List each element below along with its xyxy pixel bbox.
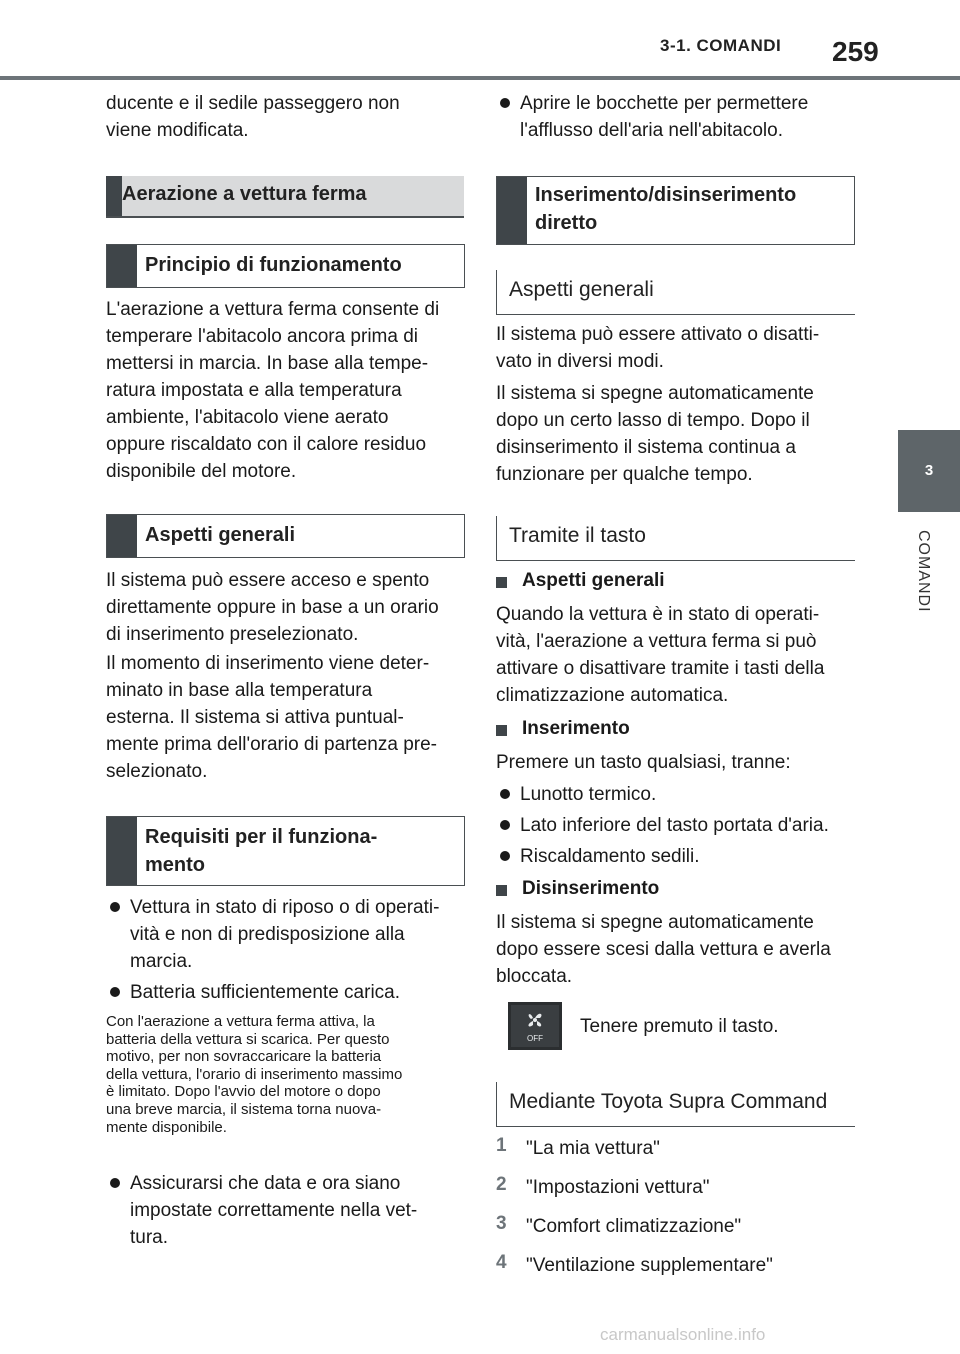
chapter-tab-number: 3 [898,430,960,512]
bullet-icon [110,902,120,912]
subhead-off: Disinserimento [496,878,659,900]
requirement-item: Vettura in stato di riposo o di operati- vità e non di predisposizione alla marcia. [106,894,466,975]
header-rule [0,76,960,80]
bullet-icon [110,1178,120,1188]
square-icon [496,885,507,896]
sub-on-text: Premere un tasto qualsiasi, tranne: [496,752,791,773]
heading-command: Mediante Toyota Supra Command [496,1082,855,1127]
watermark: carmanualsonline.info [600,1325,766,1344]
exception-item: Riscaldamento sedili. [496,843,860,870]
requirement-item: Assicurarsi che data e ora siano impostate correttamente nella vet- tura. [106,1170,466,1251]
sub-general-text: Quando la vettura è in stato di operati- vità, l'aerazione a vettura ferma si può attivare o disattivare tramite i tasti della climatizzazione automatica. [496,604,825,706]
heading-requirements: Requisiti per il funziona- mento [106,816,465,886]
bullet-icon [500,851,510,861]
note-text: Con l'aerazione a vettura ferma attiva, la batteria della vettura si scarica. Per questo motivo, per non sovraccaricare la batteria della vettura, l'orario di inserimento massimo è limitato. Dopo l'avvio del motore o dopo una breve marcia, il sistema torna nuova- mente disponibile. [106,1013,403,1136]
exception-item: Lato inferiore del tasto portata d'aria. [496,812,860,839]
heading-principle: Principio di funzionamento [106,244,465,288]
bullet-icon [500,789,510,799]
key-instruction: Tenere premuto il tasto. [580,1016,779,1037]
bullet-icon [500,98,510,108]
general-right-text-2: Il sistema si spegne automaticamente dopo un certo lasso di tempo. Dopo il disinserimento il sistema continua a funzionare per qualche tempo. [496,383,814,485]
heading-direct: Inserimento/disinserimento diretto [496,176,855,245]
page-number: 259 [832,36,879,67]
general-text-1: Il sistema può essere acceso e spento direttamente oppure in base a un orario di inserimento preselezionato. [106,570,439,645]
chapter-tab-label: COMANDI [915,530,932,613]
subhead-general: Aspetti generali [496,570,665,592]
square-icon [496,577,507,588]
general-right-text-1: Il sistema può essere attivato o disatti- vato in diversi modi. [496,324,820,372]
square-icon [496,725,507,736]
heading-button: Tramite il tasto [496,516,855,561]
heading-general-left: Aspetti generali [106,514,465,558]
bullet-icon [110,987,120,997]
fan-off-key-icon [508,1002,562,1050]
heading-main: Aerazione a vettura ferma [106,176,464,218]
exception-item: Lunotto termico. [496,781,860,808]
general-text-2: Il momento di inserimento viene deter- minato in base alla temperatura esterna. Il sistema si attiva puntual- mente prima dell'orario di partenza pre- selezionato. [106,653,438,782]
ventilation-item: Aprire le bocchette per permettere l'afflusso dell'aria nell'abitacolo. [496,90,856,144]
intro-text: ducente e il sedile passeggero non viene modificata. [106,93,400,141]
bullet-icon [500,820,510,830]
svg-text:OFF: OFF [527,1034,543,1043]
section-title: 3-1. COMANDI [660,36,782,55]
sub-off-text: Il sistema si spegne automaticamente dopo essere scesi dalla vettura e averla bloccata. [496,912,831,987]
principle-text: L'aerazione a vettura ferma consente di temperare l'abitacolo ancora prima di mettersi in marcia. In base alla tempe- ratura impostata e alla temperatura ambiente, l'abitacolo viene aerato oppure riscaldato con il calore residuo disponibile del motore. [106,299,440,482]
subhead-on: Inserimento [496,718,630,740]
requirement-item: Batteria sufficientemente carica. [106,979,466,1006]
heading-general-right: Aspetti generali [496,270,855,315]
